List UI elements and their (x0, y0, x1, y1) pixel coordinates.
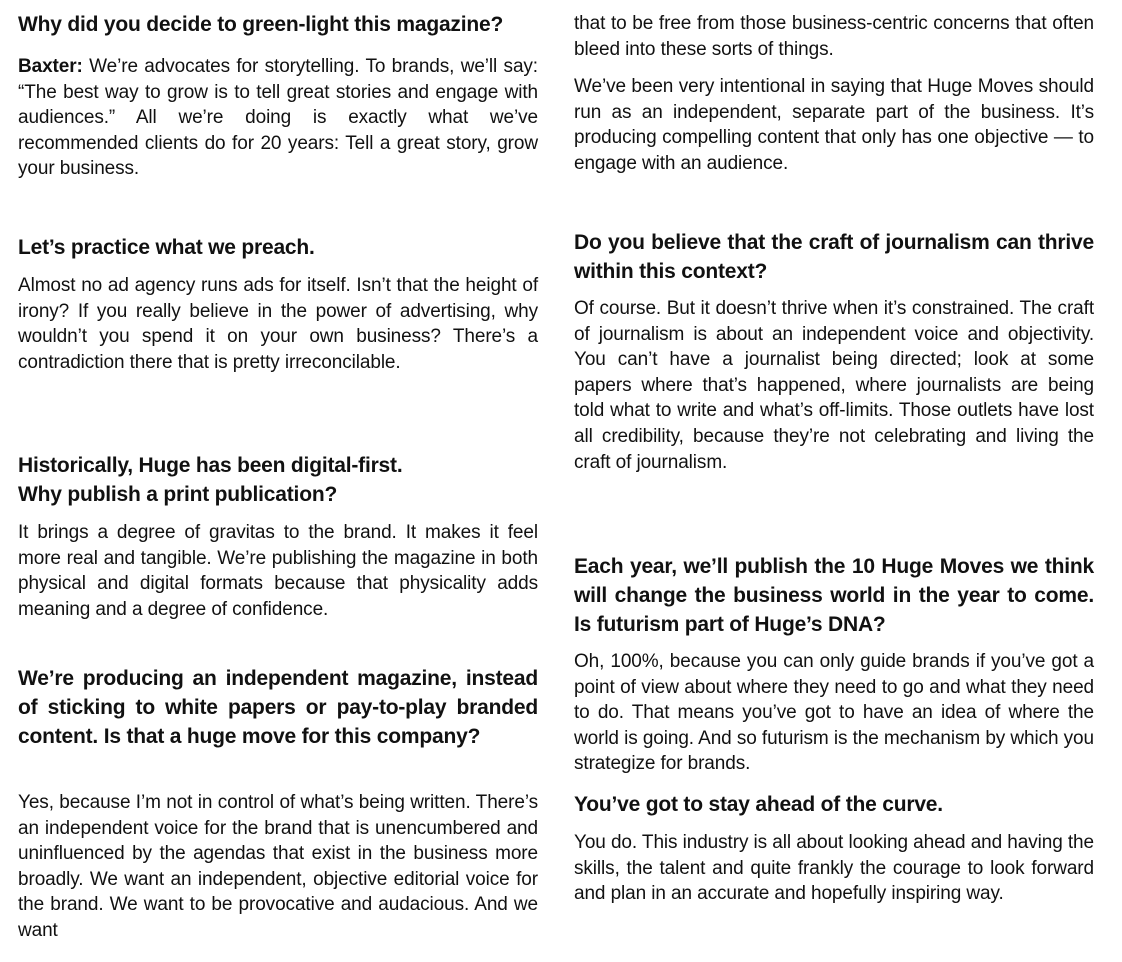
question-print-publication (18, 451, 538, 509)
question-independent-magazine: We’re producing an independent magazine, instead of sticking to white papers or pay-to-play branded content. Is that a huge move for this company? (18, 667, 538, 748)
speaker-label: Baxter: (18, 56, 83, 77)
answer-ahead-of-curve: You do. This industry is all about looking ahead and having the skills, the talent and quite frankly the courage to look forward and plan in an accurate and hopefully inspiring way. (574, 832, 1094, 905)
question-futurism: Each year, we’ll publish the 10 Huge Moves we think will change the business world in the year to come. Is futurism part of Huge’s DNA? (574, 555, 1094, 636)
question-print-line1: Historically, Huge has been digital-first. (18, 454, 403, 477)
answer-print-publication: It brings a degree of gravitas to the brand. It makes it feel more real and tangible. We’re publishing the magazine in both physical and digital formats because that physicality adds meaning and a degree of confidence. (18, 522, 538, 620)
answer-independent-paragraph-2: We’ve been very intentional in saying that Huge Moves should run as an independent, separate part of the business. It’s producing compelling content that only has one objective — to engage with an audience. (574, 76, 1094, 174)
question-craft-journalism: Do you believe that the craft of journalism can thrive within this context? (574, 231, 1094, 283)
answer-practice-preach: Almost no ad agency runs ads for itself. Isn’t that the height of irony? If you really believe in the power of advertising, why wouldn’t you spend it on your own business? There’s a contradiction there that is pretty irreconcilable. (18, 275, 538, 373)
question-ahead-of-curve: You’ve got to stay ahead of the curve. (574, 793, 943, 816)
question-green-light: Why did you decide to green-light this magazine? (18, 13, 504, 36)
answer-independent-continued: that to be free from those business-centric concerns that often bleed into these sorts of things. (574, 13, 1094, 60)
answer-craft-journalism: Of course. But it doesn’t thrive when it’s constrained. The craft of journalism is about an independent voice and objectivity. You can’t have a journalist being directed; look at some papers where that’s happened, where journalists are being told what to write and what’s off-limits. Those outlets have lost all credibility, because they’re not celebrating and living the craft of journalism. (574, 298, 1094, 473)
answer-green-light-text: We’re advocates for storytelling. To brands, we’ll say: “The best way to grow is to tell great stories and engage with audiences.” All we’re doing is exactly what we’ve recommended clients do for 20 years: Tell a great story, grow your business. (18, 56, 538, 180)
answer-independent-magazine: Yes, because I’m not in control of what’s being written. There’s an independent voice for the brand that is unencumbered and uninfluenced by the agendas that exist in the business more broadly. We want an independent, objective editorial voice for the brand. We want to be provocative and audacious. And we want (18, 792, 538, 941)
question-print-line2: Why publish a print publication? (18, 483, 338, 506)
question-practice-preach: Let’s practice what we preach. (18, 236, 315, 259)
answer-futurism: Oh, 100%, because you can only guide brands if you’ve got a point of view about where they need to go and what they need to do. That means you’ve got to have an idea of where the world is going. And so futurism is the mechanism by which you strategize for brands. (574, 651, 1094, 775)
answer-green-light (18, 54, 538, 182)
